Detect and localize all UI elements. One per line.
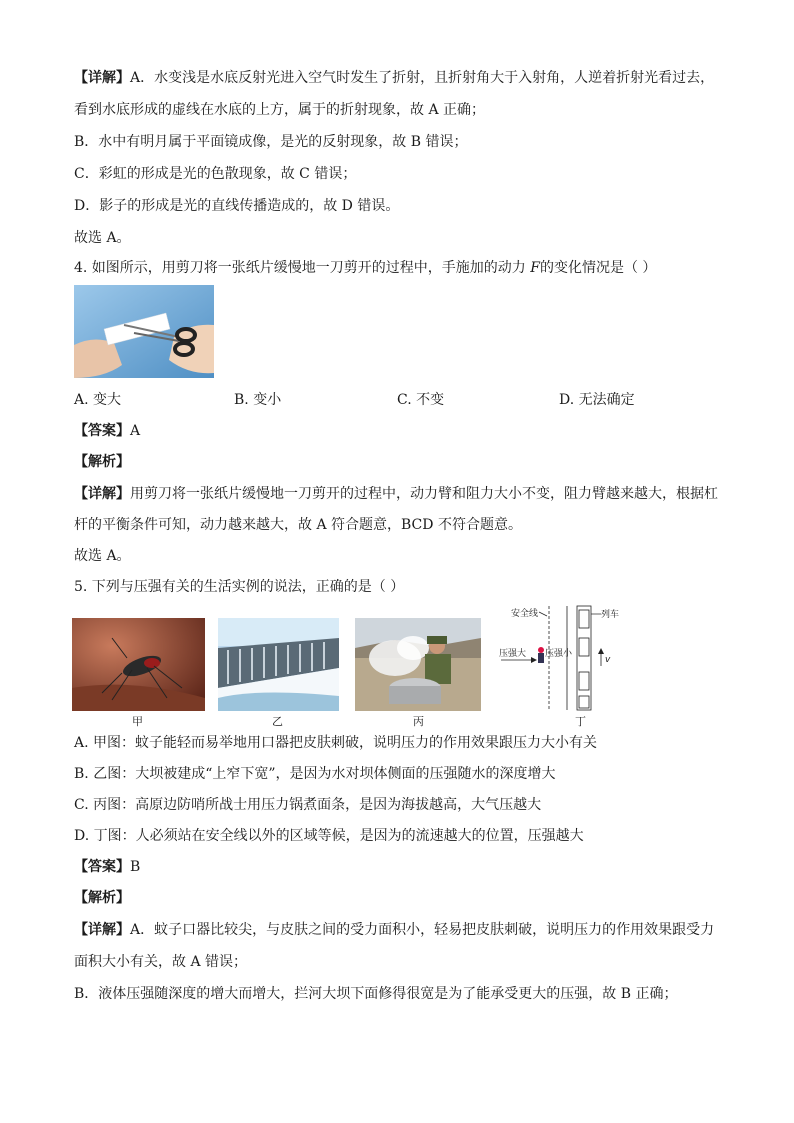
q4-option-a: A. 变大 [74, 392, 122, 408]
caption-jia: 甲 [132, 715, 143, 728]
q3-detail-line2: 看到水底形成的虚线在水底的上方，属于的折射现象，故 A 正确； [74, 102, 486, 118]
q4-analysis-tag: 【解析】 [74, 454, 130, 470]
force-variable: F [530, 260, 540, 276]
train-label: 列车 [601, 610, 620, 620]
scissors-illustration [74, 285, 214, 378]
q5-option-b: B. 乙图：大坝被建成“上窄下宽”，是因为水对坝体侧面的压强随水的深度增大 [74, 766, 556, 782]
q5-option-d: D. 丁图：人必须站在安全线以外的区域等候，是因为的流速越大的位置，压强越大 [74, 828, 584, 844]
platform-diagram [497, 602, 625, 714]
q4-stem: 4. 如图所示，用剪刀将一张纸片缓慢地一刀剪开的过程中，手施加的动力 F的变化情况是（ ） [74, 260, 657, 276]
q3-detail-line3: B．水中有明月属于平面镜成像，是光的反射现象，故 B 错误； [74, 134, 468, 150]
q4-answer: 【答案】A [74, 423, 141, 439]
caption-bing: 丙 [413, 715, 424, 728]
velocity-label: v [605, 655, 611, 665]
q5-detail-line2: 面积大小有关，故 A 错误； [74, 954, 248, 970]
mosquito-photo [72, 618, 205, 711]
q4-detail-line2: 杆的平衡条件可知，动力越来越大，故 A 符合题意，BCD 不符合题意。 [74, 517, 522, 533]
high-pressure-label: 压强大 [499, 649, 527, 659]
velocity-arrow-icon [598, 648, 604, 654]
q5-stem: 5. 下列与压强有关的生活实例的说法，正确的是（ ） [74, 579, 405, 595]
q5-detail-line3: B．液体压强随深度的增大而增大，拦河大坝下面修得很宽是为了能承受更大的压强，故 B 正确； [74, 986, 678, 1002]
scissors-photo [74, 285, 214, 378]
q4-option-b: B. 变小 [234, 392, 282, 408]
detail-tag: 【详解】 [74, 70, 130, 86]
q4-choose: 故选 A。 [74, 548, 131, 564]
q5-option-a: A. 甲图：蚊子能轻而易举地用口器把皮肤刺破，说明压力的作用效果跟压力大小有关 [74, 735, 598, 751]
q5-analysis-tag: 【解析】 [74, 890, 130, 906]
q3-detail-line4: C．彩虹的形成是光的色散现象，故 C 错误； [74, 166, 357, 182]
low-pressure-label: 压强小 [545, 649, 573, 659]
q5-detail-line1: 【详解】A．蚊子口器比较尖，与皮肤之间的受力面积小，轻易把皮肤刺破，说明压力的作用效果跟受力 [74, 922, 715, 938]
q3-detail-line1: 【详解】A．水变浅是水底反射光进入空气时发生了折射，且折射角大于入射角，人逆着折射光看过去， [74, 70, 715, 86]
q4-option-c: C. 不变 [397, 392, 445, 408]
soldier-cooking-photo [355, 618, 481, 711]
caption-ding: 丁 [575, 715, 586, 728]
q4-option-d: D. 无法确定 [559, 392, 635, 408]
person-icon [538, 647, 544, 653]
q3-choose: 故选 A。 [74, 230, 131, 246]
safety-line-label: 安全线 [511, 609, 539, 619]
q3-detail-line5: D．影子的形成是光的直线传播造成的，故 D 错误。 [74, 198, 400, 214]
dam-photo [218, 618, 339, 711]
q5-answer: 【答案】B [74, 859, 141, 875]
q5-option-c: C. 丙图：高原边防哨所战士用压力锅煮面条，是因为海拔越高，大气压越大 [74, 797, 542, 813]
q4-detail-line1: 【详解】用剪刀将一张纸片缓慢地一刀剪开的过程中，动力臂和阻力大小不变，阻力臂越来越大，根据杠 [74, 486, 718, 502]
caption-yi: 乙 [272, 715, 283, 728]
